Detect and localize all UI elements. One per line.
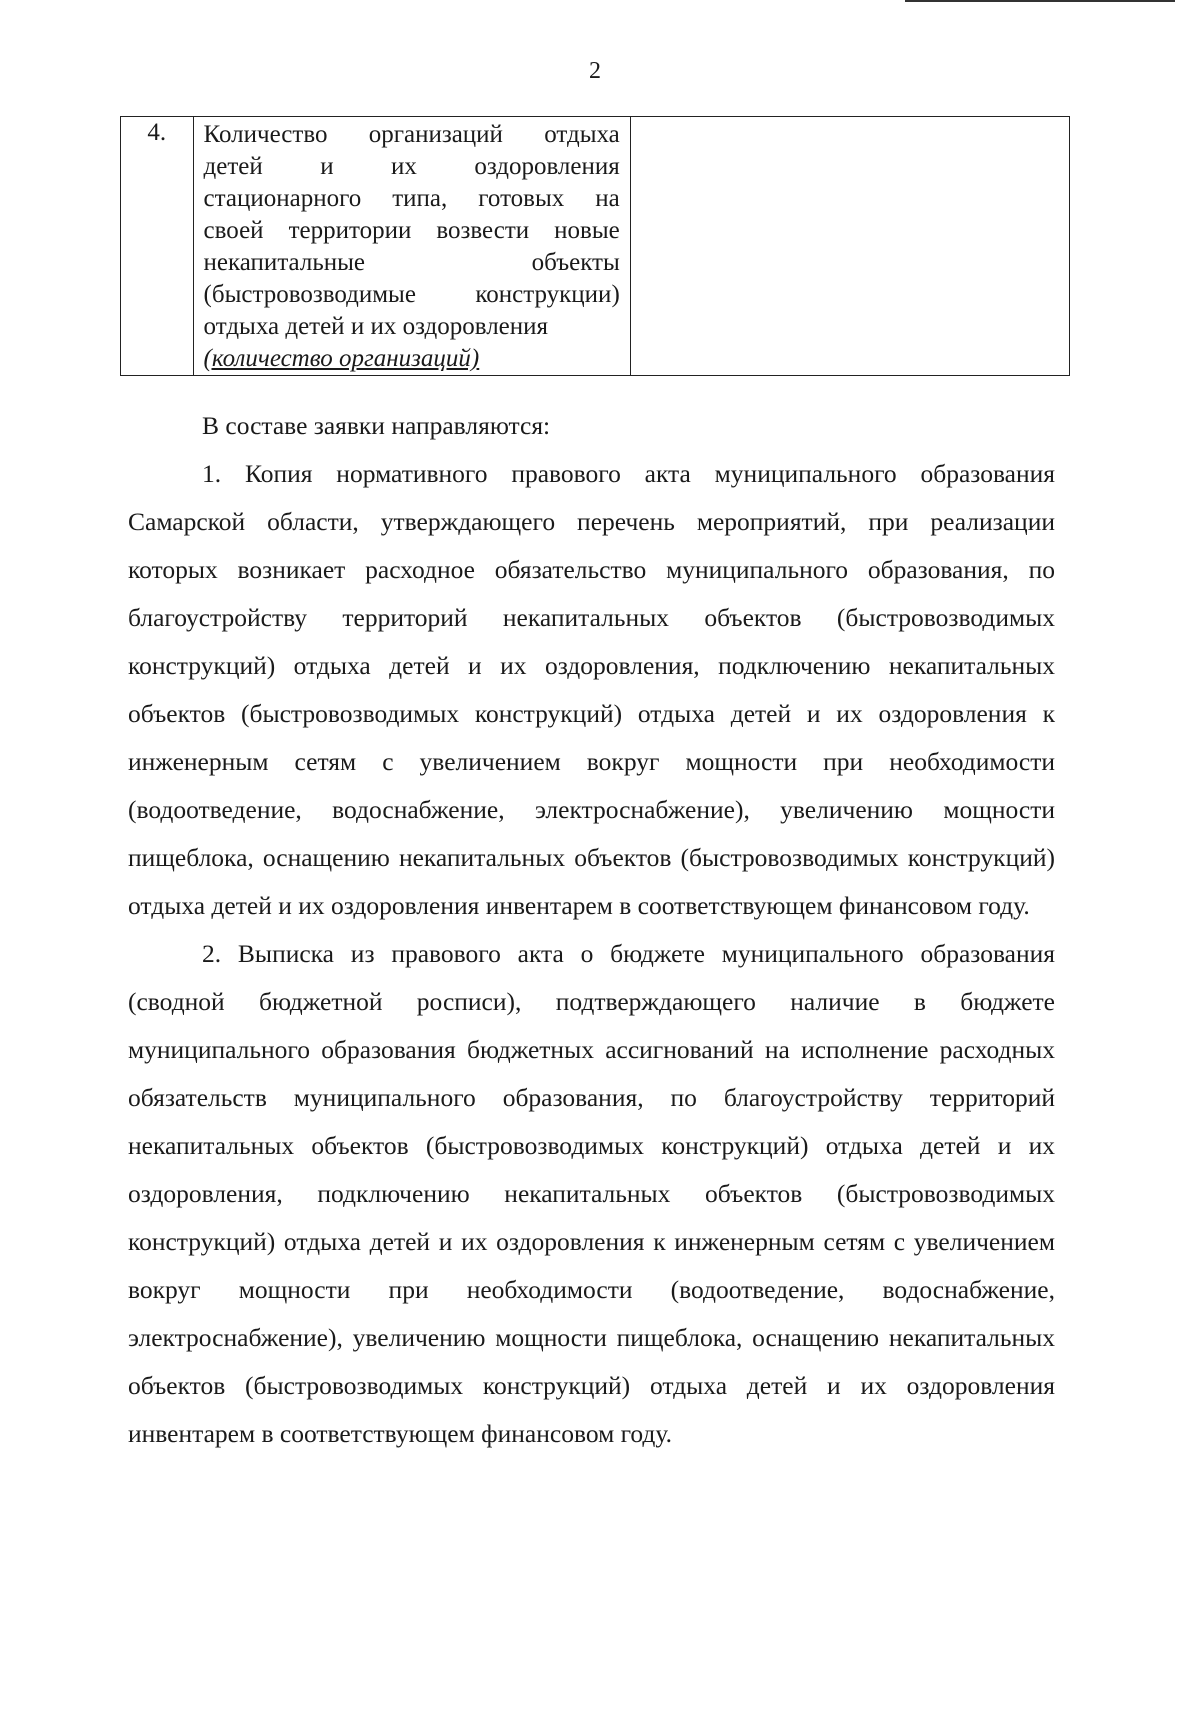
description-line: детей и их оздоровления [203,153,620,180]
row-number: 4. [121,117,194,376]
description-line: отдыха детей и их оздоровления [203,313,549,340]
list-item: 2. Выписка из правового акта о бюджете муниципального образования (сводной бюджетной росписи), подтверждающего наличие в бюджете муниципального образования бюджетных ассигнований на исполнение расходных обязательств муниципального образования, по благоустройству территорий некапитальных объектов (быстровозводимых конструкций) отдыха детей и их оздоровления, подключению некапитальных объектов (быстровозводимых конструкций) отдыха детей и их оздоровления к инженерным сетям с увеличением вокруг мощности при необходимости (водоотведение, водоснабжение, электроснабжение), увеличению мощности пищеблока, оснащению некапитальных объектов (быстровозводимых конструкций) отдыха детей и их оздоровления инвентарем в соответствующем финансовом году. [128,939,1055,1448]
description-line: своей территории возвести новые [203,217,620,244]
intro-paragraph: В составе заявки направляются: [202,411,551,440]
row-description [193,117,630,376]
document-body [128,402,1055,1458]
description-line: некапитальные объекты [203,249,620,276]
description-line: стационарного типа, готовых на [203,185,620,212]
list-item: 1. Копия нормативного правового акта муниципального образования Самарской области, утверждающего перечень мероприятий, при реализации которых возникает расходное обязательство муниципального образования, по благоустройству территорий некапитальных объектов (быстровозводимых конструкций) отдыха детей и их оздоровления, подключению некапитальных объектов (быстровозводимых конструкций) отдыха детей и их оздоровления к инженерным сетям с увеличением вокруг мощности при необходимости (водоотведение, водоснабжение, электроснабжение), увеличению мощности пищеблока, оснащению некапитальных объектов (быстровозводимых конструкций) отдыха детей и их оздоровления инвентарем в соответствующем финансовом году. [128,459,1055,920]
requirements-table [120,116,1070,376]
table-row [121,117,1070,376]
top-rule [905,0,1175,2]
row-unit: (количество организаций) [203,345,480,372]
description-line: Количество организаций отдыха [203,121,620,148]
page-number: 2 [589,58,601,84]
row-value [630,117,1069,376]
description-line: (быстровозводимые конструкции) [203,281,620,308]
